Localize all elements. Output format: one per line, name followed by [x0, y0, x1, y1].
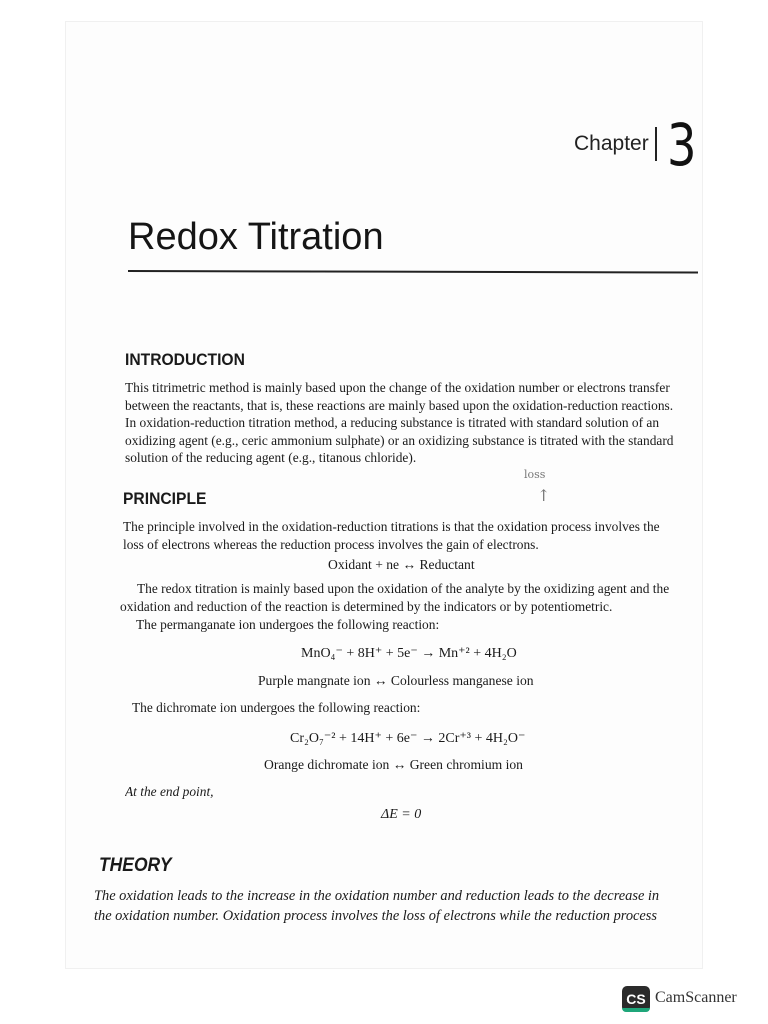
paragraph-line: The principle involved in the oxidation-reduction titrations is that the oxidation process involves the: [123, 519, 660, 534]
paragraph-line: the oxidation number. Oxidation process involves the loss of electrons while the reduction process: [94, 908, 658, 924]
dichromate-color-change: Orange dichromate ion ↔ Green chromium ion: [264, 757, 523, 772]
permanganate-equation: MnO₄⁻ + 8H⁺ + 5e⁻ → Mn⁺² + 4H₂O: [301, 646, 517, 661]
page-title: Redox Titration: [128, 216, 384, 258]
paragraph-line: oxidizing agent (e.g., ceric ammonium sulphate) or an oxidizing substance is titrated with the standard: [125, 432, 674, 448]
theory-heading: THEORY: [99, 855, 172, 876]
dichromate-intro: The dichromate ion undergoes the following reaction:: [132, 700, 421, 715]
end-point-label: At the end point,: [125, 784, 214, 799]
end-point-equation: ΔE = 0: [381, 807, 422, 822]
paragraph-line: This titrimetric method is mainly based upon the change of the oxidation number or electrons transfer: [125, 380, 670, 395]
theory-paragraph: [94, 886, 702, 926]
redox-paragraph: [120, 580, 701, 615]
camscanner-logo-icon: CS: [622, 986, 650, 1012]
handwritten-arrow-icon: ↑: [537, 486, 551, 505]
dichromate-equation: Cr₂O₇⁻² + 14H⁺ + 6e⁻ → 2Cr⁺³ + 4H₂O⁻: [290, 731, 526, 746]
permanganate-color-change: Purple mangnate ion ↔ Colourless manganese ion: [258, 673, 534, 688]
paragraph-line: The oxidation leads to the increase in the oxidation number and reduction leads to the decrease in: [94, 888, 660, 904]
chapter-divider: [655, 127, 657, 161]
paragraph-line: The redox titration is mainly based upon the oxidation of the analyte by the oxidizing agent and the: [137, 581, 670, 596]
permanganate-intro: The permanganate ion undergoes the following reaction:: [136, 617, 440, 632]
general-redox-equation: Oxidant + ne ↔ Reductant: [328, 557, 475, 572]
chapter-label: Chapter: [574, 132, 649, 155]
introduction-heading: INTRODUCTION: [125, 350, 245, 369]
principle-paragraph: [123, 518, 701, 553]
paragraph-line: In oxidation-reduction titration method, a reducing substance is titrated with standard solution of an: [125, 415, 660, 430]
principle-heading: PRINCIPLE: [123, 489, 207, 508]
handwritten-note: loss: [524, 468, 546, 481]
chapter-number: 3: [667, 111, 697, 179]
camscanner-watermark: CamScanner: [655, 989, 737, 1006]
introduction-paragraph: [125, 379, 701, 467]
paragraph-line: between the reactants, that is, these reactions are mainly based upon the oxidation-reduction reactions.: [125, 397, 674, 413]
paragraph-line: loss of electrons whereas the reduction process involves the gain of electrons.: [123, 536, 539, 552]
paragraph-line: solution of the reducing agent (e.g., titanous chloride).: [125, 450, 417, 465]
paragraph-line: oxidation and reduction of the reaction is determined by the indicators or by potentiometric.: [120, 598, 613, 614]
